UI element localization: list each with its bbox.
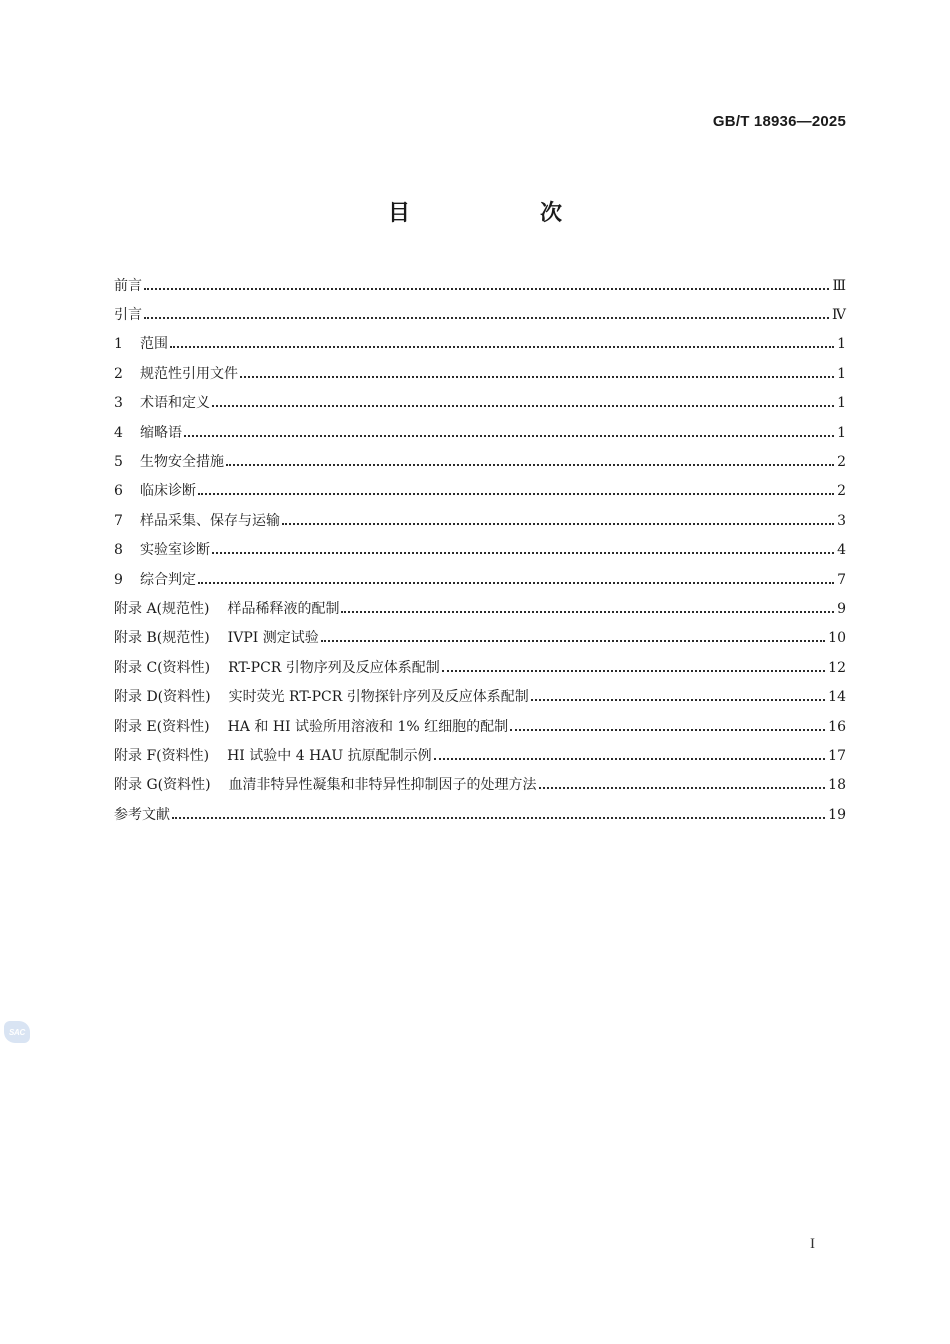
toc-entry-page: 3 [837, 512, 846, 529]
toc-entry-title: 引言 [114, 307, 142, 324]
toc-entry-title: 规范性引用文件 [140, 365, 238, 382]
dot-leader [212, 405, 834, 407]
toc-entry-page: 14 [828, 689, 846, 706]
toc-entry-title: IVPI 测定试验 [227, 630, 319, 647]
toc-entry-page: 19 [828, 806, 846, 823]
toc-entry-3[interactable] [114, 389, 846, 418]
toc-entry-title: 血清非特异性凝集和非特异性抑制因子的处理方法 [228, 777, 537, 794]
toc-entry-page: 1 [837, 395, 846, 412]
sac-watermark-logo [4, 1021, 30, 1043]
annex-label: 附录 C(资料性) [114, 659, 211, 676]
toc-entry-annex-a[interactable] [114, 594, 846, 623]
dot-leader [184, 435, 834, 437]
dot-leader [341, 611, 834, 613]
annex-label: 附录 A(规范性) [114, 600, 210, 617]
toc-entry-number: 1 [114, 336, 123, 353]
toc-entry-annex-b[interactable] [114, 624, 846, 653]
toc-entry-title: 实时荧光 RT-PCR 引物探针序列及反应体系配制 [228, 689, 529, 706]
toc-entry-number: 4 [114, 424, 123, 441]
toc-entry-number: 2 [114, 365, 123, 382]
dot-leader [510, 729, 825, 731]
dot-leader [170, 346, 834, 348]
toc-entry-7[interactable] [114, 506, 846, 535]
toc-entry-title: 术语和定义 [140, 395, 210, 412]
dot-leader [434, 758, 826, 760]
toc-entry-page: 17 [828, 747, 846, 764]
toc-entry-page: 1 [837, 336, 846, 353]
toc-entry-page: 9 [837, 600, 846, 617]
toc-entry-9[interactable] [114, 565, 846, 594]
standard-number: GB/T 18936—2025 [712, 113, 846, 130]
dot-leader [539, 787, 826, 789]
toc-entry-page: 2 [837, 454, 846, 471]
dot-leader [531, 699, 825, 701]
toc-entry-page: 4 [837, 542, 846, 559]
toc-entry-foreword[interactable] [114, 271, 846, 300]
toc-entry-title: 范围 [140, 336, 168, 353]
dot-leader [282, 523, 834, 525]
toc-entry-page: Ⅲ [832, 277, 846, 294]
toc-entry-annex-c[interactable] [114, 653, 846, 682]
toc-entry-title: 生物安全措施 [140, 454, 224, 471]
page-number: I [810, 1236, 815, 1252]
annex-label: 附录 F(资料性) [114, 747, 210, 764]
dot-leader [321, 640, 825, 642]
toc-entry-page: 16 [828, 718, 846, 735]
dot-leader [198, 582, 834, 584]
toc-entry-page: 18 [828, 777, 846, 794]
dot-leader [442, 670, 825, 672]
toc-entry-number: 6 [114, 483, 123, 500]
toc-entry-2[interactable] [114, 359, 846, 388]
toc-entry-page: 1 [837, 424, 846, 441]
toc-entry-page: 10 [828, 630, 846, 647]
toc-entry-page: 12 [828, 659, 846, 676]
annex-label: 附录 B(规范性) [114, 630, 210, 647]
toc-entry-8[interactable] [114, 536, 846, 565]
toc-entry-4[interactable] [114, 418, 846, 447]
toc-entry-number: 5 [114, 454, 123, 471]
watermark-text: SAC [9, 1027, 25, 1037]
annex-label: 附录 D(资料性) [114, 689, 211, 706]
toc-entry-title: HA 和 HI 试验所用溶液和 1% 红细胞的配制 [227, 718, 509, 735]
dot-leader [144, 288, 829, 290]
toc-entry-6[interactable] [114, 477, 846, 506]
toc-entry-number: 7 [114, 512, 123, 529]
toc-entry-annex-e[interactable] [114, 712, 846, 741]
dot-leader [144, 317, 829, 319]
toc-entry-number: 3 [114, 395, 123, 412]
toc-entry-annex-g[interactable] [114, 771, 846, 800]
toc-entry-annex-d[interactable] [114, 682, 846, 711]
toc-entry-page: 2 [837, 483, 846, 500]
dot-leader [198, 493, 834, 495]
dot-leader [212, 552, 834, 554]
toc-entry-title: 综合判定 [140, 571, 196, 588]
toc-entry-annex-f[interactable] [114, 741, 846, 770]
toc-entry-title: 缩略语 [140, 424, 182, 441]
toc-entry-title: 实验室诊断 [140, 542, 210, 559]
toc-entry-page: Ⅳ [832, 307, 846, 324]
toc-entry-number: 9 [114, 571, 123, 588]
toc-entry-title: 样品稀释液的配制 [227, 600, 340, 617]
annex-label: 附录 G(资料性) [114, 777, 211, 794]
toc-entry-title: HI 试验中 4 HAU 抗原配制示例 [227, 747, 432, 764]
toc-entry-number: 8 [114, 542, 123, 559]
toc-entry-1[interactable] [114, 330, 846, 359]
toc-entry-page: 1 [837, 365, 846, 382]
toc-entry-title: 临床诊断 [140, 483, 196, 500]
table-of-contents [114, 271, 846, 829]
toc-entry-5[interactable] [114, 447, 846, 476]
toc-entry-title: 样品采集、保存与运输 [140, 512, 280, 529]
toc-entry-page: 7 [837, 571, 846, 588]
annex-label: 附录 E(资料性) [114, 718, 210, 735]
dot-leader [172, 817, 825, 819]
dot-leader [226, 464, 834, 466]
toc-entry-introduction[interactable] [114, 300, 846, 329]
page-title: 目 次 [387, 201, 616, 226]
toc-entry-title: RT-PCR 引物序列及反应体系配制 [228, 659, 440, 676]
toc-entry-title: 参考文献 [114, 806, 170, 823]
dot-leader [240, 376, 834, 378]
toc-entry-references[interactable] [114, 800, 846, 829]
toc-entry-title: 前言 [114, 277, 142, 294]
